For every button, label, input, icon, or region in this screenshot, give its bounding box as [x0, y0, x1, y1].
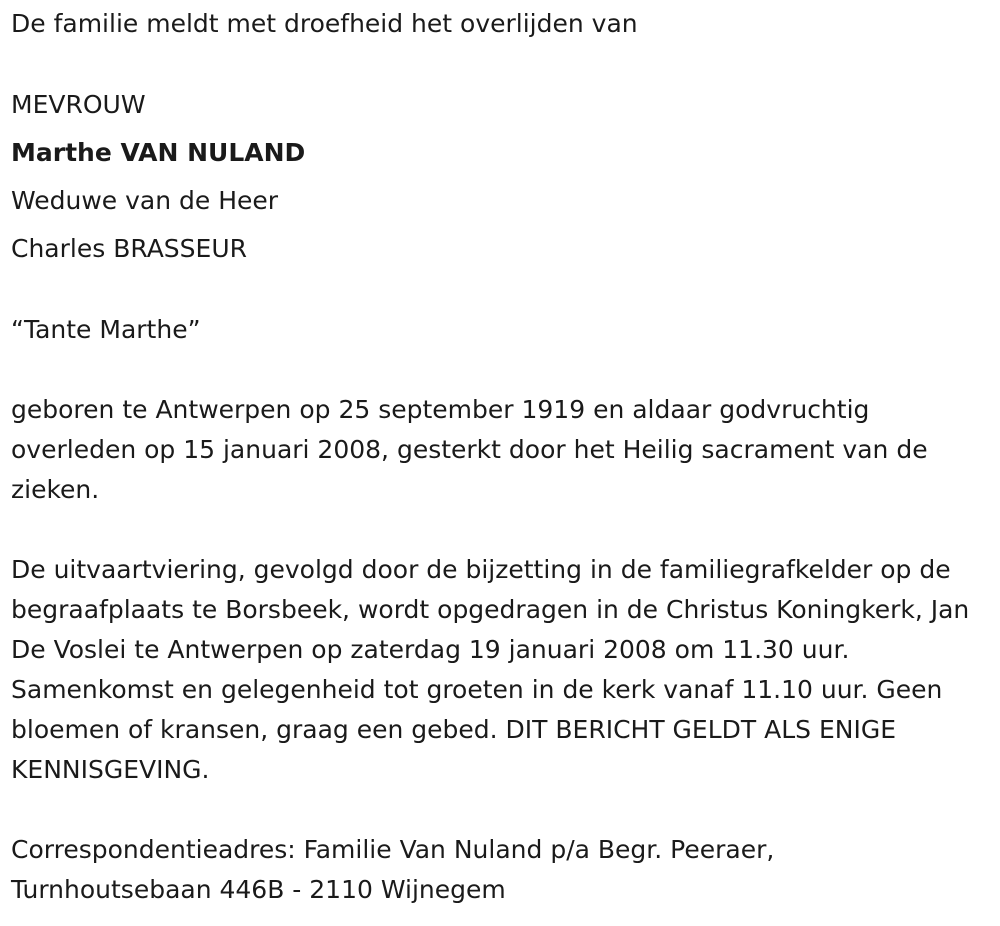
nickname: “Tante Marthe” — [11, 315, 201, 344]
address-line-2: Turnhoutsebaan 446B - 2110 Wijnegem — [11, 875, 506, 904]
widow-of-text: Weduwe van de Heer — [11, 186, 279, 215]
birth-death-paragraph: geboren te Antwerpen op 25 september 1919 en aldaar godvruchtig overleden op 15 januari 2008, gesterkt door het Heilig sacrament van de zieken. — [11, 395, 928, 504]
funeral-paragraph: De uitvaartviering, gevolgd door de bijzetting in de familiegrafkelder op de begraafplaats te Borsbeek, wordt opgedragen in de Christus Koningkerk, Jan De Voslei te Antwerpen op zaterdag 19 januari 2008 om 11.30 uur. Samenkomst en gelegenheid tot groeten in de kerk vanaf 11.10 uur. Geen bloemen of kransen, graag een gebed. DIT BERICHT GELDT ALS ENIGE KENNISGEVING. — [11, 555, 970, 784]
spouse-name: Charles BRASSEUR — [11, 234, 248, 263]
address-line-1: Correspondentieadres: Familie Van Nuland p/a Begr. Peeraer, — [11, 835, 775, 864]
intro-text: De familie meldt met droefheid het overlijden van — [11, 9, 638, 38]
salutation: MEVROUW — [11, 90, 146, 119]
deceased-name: Marthe VAN NULAND — [11, 138, 306, 167]
